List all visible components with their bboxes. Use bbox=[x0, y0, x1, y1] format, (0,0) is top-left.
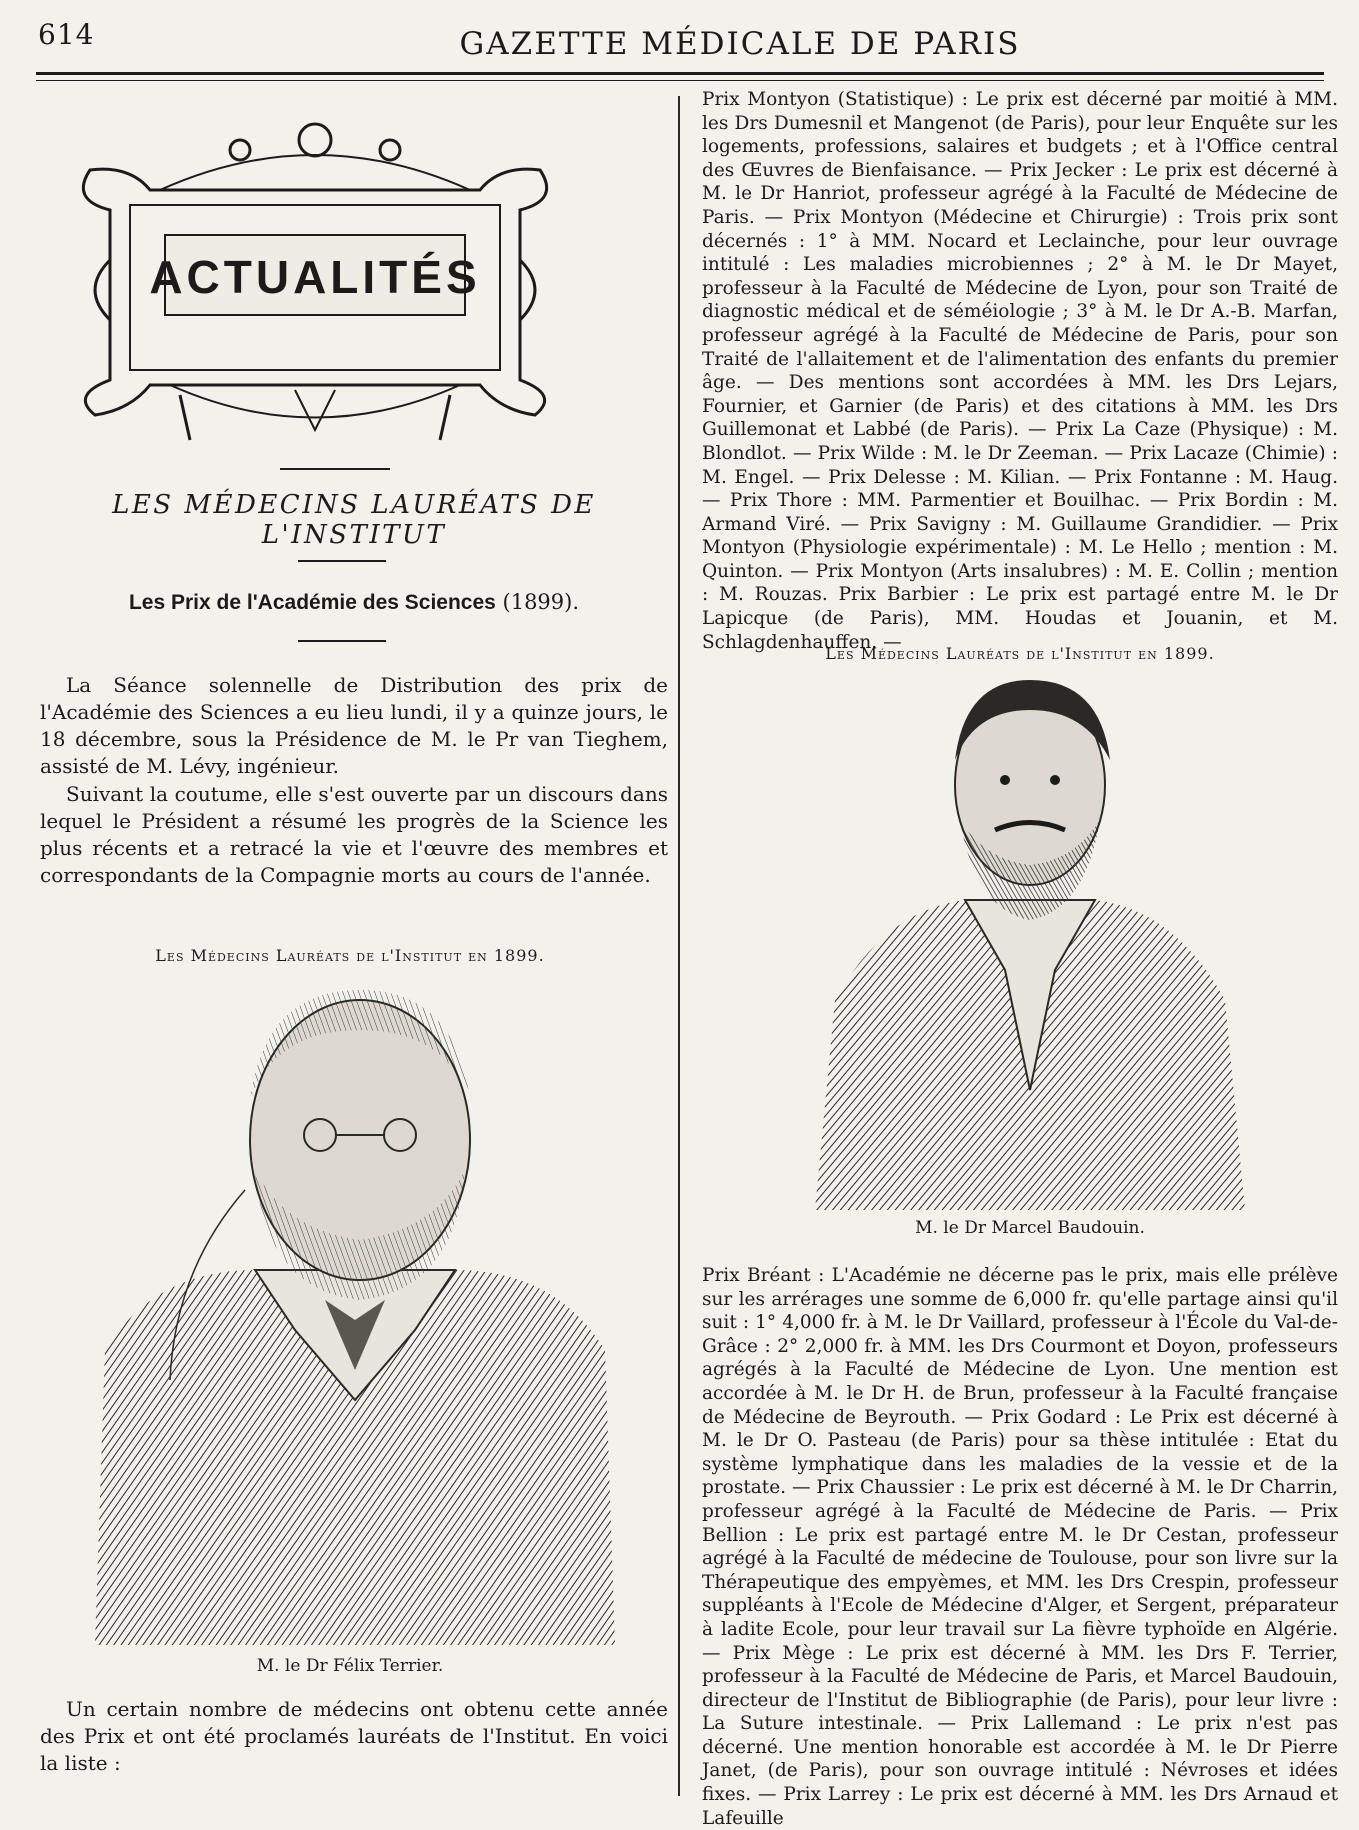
article-title-main: Les Prix de l'Académie des Sciences bbox=[128, 591, 496, 614]
divider bbox=[298, 560, 386, 562]
divider bbox=[280, 468, 390, 470]
portrait-felix-terrier bbox=[95, 970, 615, 1645]
banner-label: ACTUALITÉS bbox=[149, 251, 481, 303]
list-intro-paragraph: Un certain nombre de médecins ont obtenu cette année des Prix et ont été proclamés lauréats de l'Institut. En voici la liste : bbox=[40, 1697, 668, 1775]
section-heading: LES MÉDECINS LAURÉATS DE L'INSTITUT bbox=[112, 490, 596, 550]
header-rule-thin bbox=[36, 80, 1324, 81]
article-title bbox=[36, 590, 672, 615]
figure-caption: Les Médecins Lauréats de l'Institut en 1899. bbox=[155, 946, 545, 965]
ornament-frame-icon bbox=[70, 110, 560, 450]
prizes-list-part-2: Prix Bréant : L'Académie ne décerne pas le prix, mais elle prélève sur les arrérages une somme de 6,000 fr. qu'elle partage ainsi qu'il suit : 1° 4,000 fr. à M. le Dr Vaillard, professeur à l'École du Val-de-Grâce : 2° 2,000 fr. à MM. les Drs Courmont et Doyon, professeurs agrégés à la Faculté de Médecine de Lyon. Une mention est accordée à M. le Dr H. de Brun, professeur à la Faculté française de Médecine de Beyrouth. — Prix Godard : Le Prix est décerné à M. le Dr O. Pasteau (de Paris) pour sa thèse intitulée : Etat du système lymphatique dans les maladies de la vessie et de la prostate. — Prix Chaussier : Le prix est décerné à M. le Dr Charrin, professeur agrégé à la Faculté de Médecine de Paris. — Prix Bellion : Le prix est partagé entre M. le Dr Cestan, professeur agrégé à la Faculté de médecine de Toulouse, pour son livre sur la Thérapeutique des empyèmes, et MM. les Drs Crespin, professeur suppléants à l'Ecole de Médecine d'Alger, et Sergent, préparateur à ladite Ecole, pour leur travail sur La fièvre typhoïde en Algérie. — Prix Mège : Le prix est décerné à MM. les Drs F. Terrier, professeur à la Faculté de Médecine de Paris, et Marcel Baudouin, directeur de l'Institut de Bibliographie (de Paris), pour leur livre : La Suture intestinale. — Prix Lallemand : Le prix n'est pas décerné. Une mention honorable est accordée à M. le Dr Pierre Janet, (de Paris), pour son ouvrage intitulé : Névroses et idées fixes. — Prix Larrey : Le prix est décerné à MM. les Drs Arnaud et Lafeuille bbox=[702, 1265, 1338, 1829]
second-paragraph: Suivant la coutume, elle s'est ouverte par un discours dans lequel le Président a résumé les progrès de la Science les plus récents et a retracé la vie et l'œuvre des membres et correspondants de la Compagnie morts au cours de l'année. bbox=[40, 782, 668, 887]
article-title-year: (1899). bbox=[502, 590, 580, 614]
divider bbox=[298, 640, 386, 642]
page-number: 614 bbox=[38, 18, 95, 51]
intro-paragraph: La Séance solennelle de Distribution des prix de l'Académie des Sciences a eu lieu lundi, il y a quinze jours, le 18 décembre, sous la Présidence de M. le Pr van Tieghem, assisté de M. Lévy, ingénieur. bbox=[40, 673, 668, 778]
figure-caption-right: Les Médecins Lauréats de l'Institut en 1899. bbox=[825, 644, 1215, 663]
portrait-label-terrier: M. le Dr Félix Terrier. bbox=[256, 1656, 444, 1676]
prizes-list-part-1: Prix Montyon (Statistique) : Le prix est décerné par moitié à MM. les Drs Dumesnil et Mangenot (de Paris), pour leur Enquête sur les logements, professions, salaires et budgets ; et à l'Office central des Œuvres de Bienfaisance. — Prix Jecker : Le prix est décerné à M. le Dr Hanriot, professeur agrégé à la Faculté de Médecine de Paris. — Prix Montyon (Médecine et Chirurgie) : Trois prix sont décernés : 1° à MM. Nocard et Leclainche, pour leur ouvrage intitulé : Les maladies microbiennes ; 2° à M. le Dr Mayet, professeur à la Faculté de Médecine de Lyon, pour son Traité de diagnostic médical et de séméiologie ; 3° à M. le Dr A.-B. Marfan, professeur agrégé à la Faculté de Médecine de Paris, pour son Traité de l'allaitement et de l'alimentation des enfants du premier âge. — Des mentions sont accordées à MM. les Drs Lejars, Fournier, et Garnier (de Paris) et des citations à MM. les Drs Guillemonat et Labbé (de Paris). — Prix La Caze (Physique) : M. Blondlot. — Prix Wilde : M. le Dr Zeeman. — Prix Lacaze (Chimie) : M. Engel. — Prix Delesse : M. Kilian. — Prix Fontanne : M. Haug. — Prix Thore : MM. Parmentier et Bouilhac. — Prix Bordin : M. Armand Viré. — Prix Savigny : M. Guillaume Grandidier. — Prix Montyon (Physiologie expérimentale) : M. Le Hello ; mention : M. Quinton. — Prix Montyon (Arts insalubres) : M. E. Collin ; mention : M. Rouzas. Prix Barbier : Le prix est partagé entre M. le Dr Lapicque (de Paris), MM. Houdas et Jouanin, et M. Schlagdenhauffen. — bbox=[702, 89, 1338, 653]
engraved-portrait-icon bbox=[815, 670, 1245, 1210]
actualites-banner bbox=[70, 110, 560, 450]
portrait-label-baudouin: M. le Dr Marcel Baudouin. bbox=[915, 1218, 1145, 1238]
engraved-portrait-icon bbox=[95, 970, 615, 1645]
journal-title: GAZETTE MÉDICALE DE PARIS bbox=[459, 26, 1021, 62]
portrait-marcel-baudouin bbox=[815, 670, 1245, 1210]
column-divider bbox=[678, 96, 680, 1796]
header-rule bbox=[36, 72, 1324, 75]
